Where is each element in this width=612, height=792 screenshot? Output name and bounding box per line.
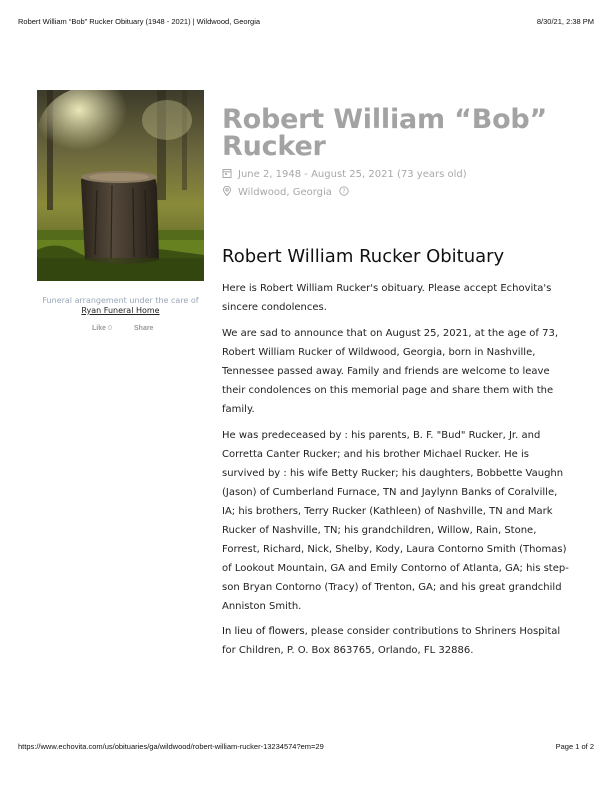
obituary-paragraph: Here is Robert William Rucker's obituary. Please accept Echovita's sincere condolences. [222, 283, 552, 313]
print-header-title: Robert William “Bob” Rucker Obituary (1948 - 2021) | Wildwood, Georgia [18, 17, 261, 26]
funeral-home-link[interactable] [37, 306, 204, 315]
print-header-datetime: 8/30/21, 2:38 PM [536, 17, 594, 26]
obituary-paragraph: We are sad to announce that on August 25, 2021, at the age of 73, Robert William Rucker of Wildwood, Georgia, born in Nashville, Tennessee passed away. Family and friends are welcome to leave their condolences on this memorial page and share them with the family. [222, 328, 559, 415]
location-line [222, 186, 349, 198]
deceased-name: Robert William “Bob” Rucker [222, 104, 548, 162]
memorial-photo [37, 90, 204, 281]
funeral-care-text: Funeral arrangement under the care of [42, 296, 199, 305]
funeral-home-name[interactable]: Ryan Funeral Home [81, 306, 160, 315]
print-footer-url: https://www.echovita.com/us/obituaries/ga/wildwood/robert-william-rucker-13234574?em=29 [18, 742, 324, 751]
question-circle-icon[interactable] [339, 186, 349, 196]
like-label: Like [92, 325, 107, 332]
life-dates-text: June 2, 1948 - August 25, 2021 (73 years old) [238, 169, 467, 180]
obituary-paragraph [222, 622, 572, 660]
lieu-of-flowers-lead: In lieu of flowers [222, 626, 305, 637]
location-text: Wildwood, Georgia [238, 187, 332, 198]
obituary-paragraph: He was predeceased by : his parents, B. F. "Bud" Rucker, Jr. and Corretta Canter Rucker; and his brother Michael Rucker. He is survived by : his wife Betty Rucker; his daughters, Bobbette Vaughn (Jason) of Cumberland Furnace, TN and Jaylynn Banks of Coralville, IA; his brothers, Terry Rucker (Kathleen) of Nashville, TN and Mark Rucker of Nashville, TN; his grandchildren, Willow, Rain, Stone, Forrest, Richard, Nick, Shelby, Kody, Laura Contorno Smith (Thomas) of Lookout Mountain, GA and Emily Contorno of Atlanta, GA; his step-son Bryan Contorno (Tracy) of Trenton, GA; and his great grandchild Anniston Smith. [222, 430, 569, 612]
obituary-heading: Robert William Rucker Obituary [222, 246, 505, 267]
like-button[interactable] [92, 325, 112, 332]
like-count: 0 [107, 325, 112, 332]
print-footer-page: Page 1 of 2 [555, 742, 594, 751]
map-pin-icon [222, 186, 232, 196]
share-button[interactable]: Share [134, 325, 154, 332]
donation-text: , please consider contributions to Shriners Hospital for Children, P. O. Box 863765, Orlando, FL 32886. [222, 626, 561, 656]
calendar-icon [222, 168, 232, 178]
svg-text:?: ? [342, 188, 346, 196]
life-dates [222, 168, 467, 180]
